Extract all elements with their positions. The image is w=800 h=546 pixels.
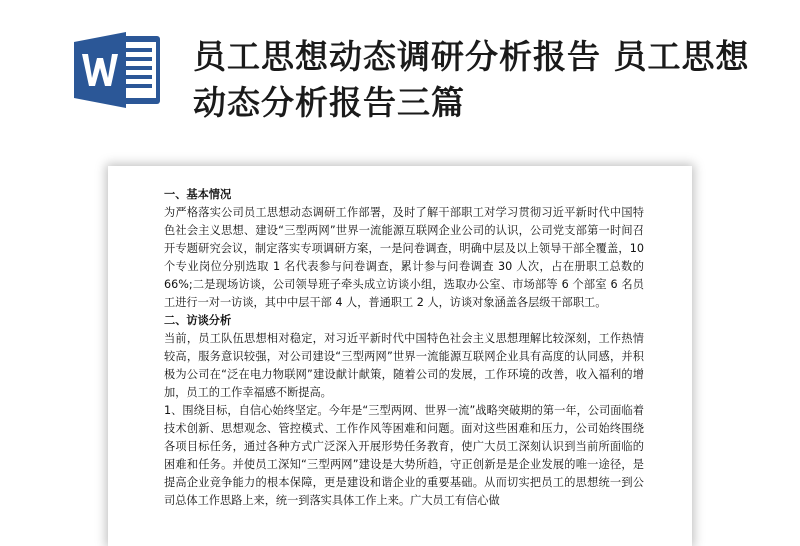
body-paragraph: 当前，员工队伍思想相对稳定，对习近平新时代中国特色社会主义思想理解比较深刻，工作热情较高，服务意识较强，对公司建设“三型两网”世界一流能源互联网企业具有高度的认同感，并积极为公司在“泛在电力物联网”建设献计献策，随着公司的发展，工作环境的改善，收入福利的增加，员工的工作幸福感不断提高。 (164, 332, 644, 399)
body-paragraph: 为严格落实公司员工思想动态调研工作部署，及时了解干部职工对学习贯彻习近平新时代中国特色社会主义思想、建设“三型两网”世界一流能源互联网企业公司的认识，公司党支部第一时间召开专题研究会议，制定落实专项调研方案，一是问卷调查，明确中层及以上领导干部全覆盖，10 个专业岗位分别选取 1 名代表参与问卷调查，累计参与问卷调查 30 人次，占在册职工总数的 66%;二是现场访谈，公司领导班子牵头成立访谈小组，选取办公室、市场部等 6 个部室 6 名员工进行一对一访谈，其中中层干部 4 人，普通职工 2 人，访谈对象涵盖各层级干部职工。 (164, 206, 644, 309)
document-body (164, 186, 644, 510)
section-heading: 一、基本情况 (164, 188, 232, 201)
body-paragraph: 1、围绕目标，自信心始终坚定。今年是“三型两网、世界一流”战略突破期的第一年，公司面临着技术创新、思想观念、管控模式、工作作风等困难和问题。面对这些困难和压力，公司始终围绕各项目标任务，通过各种方式广泛深入开展形势任务教育，使广大员工深刻认识到当前所面临的困难和任务。并使员工深知“三型两网”建设是大势所趋，守正创新是是企业发展的唯一途径，是提高企业竞争能力的根本保障，更是建设和谐企业的重要基础。从而切实把员工的思想统一到公司总体工作思路上来，统一到落实具体工作上来。广大员工有信心做 (164, 404, 644, 507)
section-heading: 二、访谈分析 (164, 314, 232, 327)
document-title: 员工思想动态调研分析报告 员工思想动态分析报告三篇 (193, 37, 750, 122)
word-icon (74, 32, 164, 108)
